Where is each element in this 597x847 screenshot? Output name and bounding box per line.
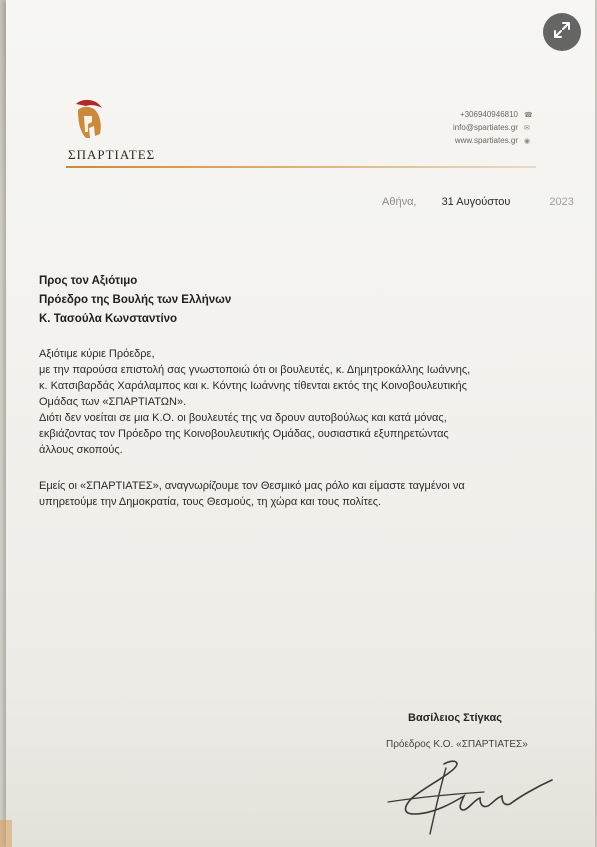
spartan-helmet-icon [62,98,110,151]
letter-date [382,196,574,208]
salutation: Αξιότιμε κύριε Πρόεδρε, [39,348,155,360]
expand-icon [552,20,572,45]
signer-name: Βασίλειος Στίγκας [408,712,502,724]
contact-website: www.spartiates.gr [454,136,518,145]
expand-button[interactable] [543,13,581,51]
addressee-line: Προς τον Αξιότιμο [39,275,138,287]
handwritten-signature [384,758,564,843]
date-place: Αθήνα, [382,196,417,208]
signer-role: Πρόεδρος Κ.Ο. «ΣΠΑΡΤΙΑΤΕΣ» [386,739,528,750]
letter-body [39,346,569,510]
globe-icon: ◉ [524,138,531,145]
body-line: υπηρετούμε την Δημοκρατία, τους Θεσμούς, τη χώρα και τους πολίτες. [39,496,382,508]
contact-block [436,108,518,147]
date-day-month: 31 Αυγούστου [441,196,511,208]
contact-email: info@spartiates.gr [452,123,518,132]
body-line: με την παρούσα επιστολή σας γνωστοποιώ ότι οι βουλευτές, κ. Δημητροκάλλης Ιωάννης, [39,364,471,376]
addressee-line: Πρόεδρο της Βουλής των Ελλήνων [39,294,232,306]
addressee-block [39,272,231,329]
contact-phone: +306940946810 [459,110,518,119]
body-line: εκβιάζοντας τον Πρόεδρο της Κοινοβουλευτικής Ομάδας, ουσιαστικά εξυπηρετώντας [39,428,449,440]
logo-wordmark: ΣΠΑΡΤΙΑΤΕΣ [68,147,156,162]
contact-icons [524,109,534,148]
body-line: Ομάδας των «ΣΠΑΡΤΙΑΤΩΝ». [39,396,187,408]
paragraph-gap [39,458,569,478]
email-icon: ✉ [524,125,530,132]
body-line: Εμείς οι «ΣΠΑΡΤΙΑΤΕΣ», αναγνωρίζουμε τον Θεσμικό μας ρόλο και είμαστε ταγμένοι να [39,480,465,492]
phone-icon: ☎ [524,112,533,119]
addressee-line: Κ. Τασούλα Κωνσταντίνο [39,313,178,325]
paper-shadow-edge [0,820,12,847]
letterhead-divider [66,166,536,168]
body-line: άλλους σκοπούς. [39,444,123,456]
letter-paper [6,0,595,847]
body-line: κ. Κατσιβαρδάς Χαράλαμπος και κ. Κόντης Ιωάννης τίθενται εκτός της Κοινοβουλευτικής [39,380,467,392]
body-line: Διότι δεν νοείται σε μια Κ.Ο. οι βουλευτές της να δρουν αυτοβούλως και κατά μόνας, [39,412,447,424]
date-year: 2023 [549,196,574,208]
